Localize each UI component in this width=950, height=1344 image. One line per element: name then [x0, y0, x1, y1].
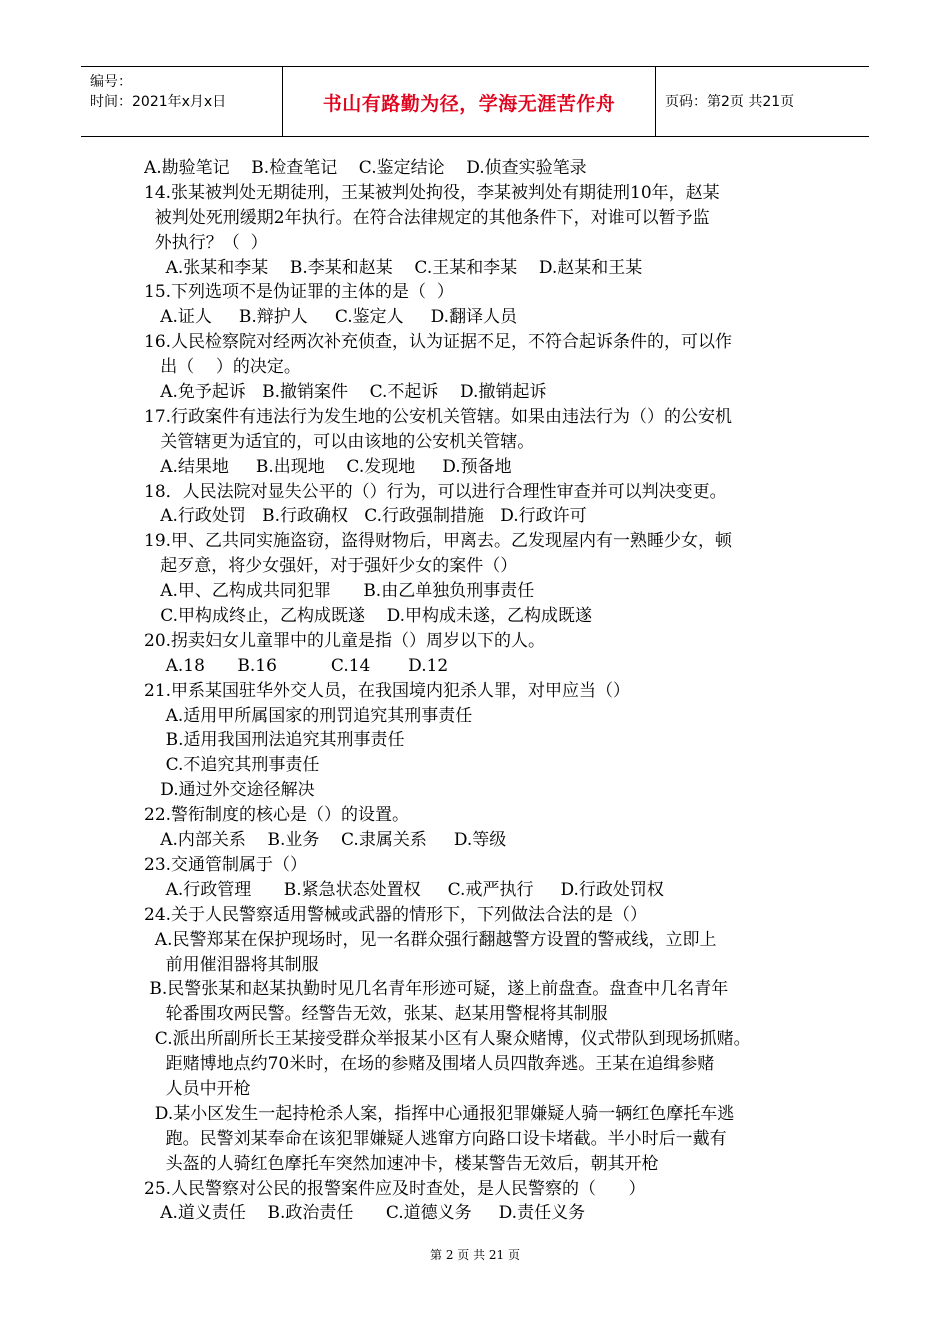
text-line: 出（ ）的决定。: [144, 357, 301, 378]
text-line: A.张某和李某 B.李某和赵某 C.王某和李某 D.赵某和王某: [144, 257, 643, 278]
document-date: 时间：2021年x月x日: [90, 94, 227, 110]
text-line: 轮番围攻两民警。经警告无效，张某、赵某用警棍将其制服: [144, 1004, 608, 1025]
text-line: A.适用甲所属国家的刑罚追究其刑事责任: [144, 705, 473, 726]
text-line: A.行政管理 B.紧急状态处置权 C.戒严执行 D.行政处罚权: [144, 879, 664, 900]
text-line: C.不追究其刑事责任: [144, 755, 320, 776]
text-line: C.甲构成终止，乙构成既遂 D.甲构成未遂，乙构成既遂: [144, 606, 593, 627]
text-line: A.甲、乙构成共同犯罪 B.由乙单独负刑事责任: [144, 581, 535, 602]
page-header: [81, 66, 869, 137]
text-line: 17.行政案件有违法行为发生地的公安机关管辖。如果由违法行为（）的公安机: [144, 406, 733, 427]
text-line: 14.张某被判处无期徒刑，王某被判处拘役，李某被判处有期徒刑10年，赵某: [144, 182, 720, 203]
text-line: 距赌博地点约70米时，在场的参赌及围堵人员四散奔逃。王某在追缉参赌: [144, 1054, 715, 1075]
text-line: 19.甲、乙共同实施盗窃，盗得财物后，甲离去。乙发现屋内有一熟睡少女，顿: [144, 531, 733, 552]
text-line: B.民警张某和赵某执勤时见几名青年形迹可疑，遂上前盘查。盘查中几名青年: [144, 979, 729, 1000]
text-line: A.内部关系 B.业务 C.隶属关系 D.等级: [144, 830, 507, 851]
text-line: 头盔的人骑红色摩托车突然加速冲卡，楼某警告无效后，朝其开枪: [144, 1153, 659, 1174]
text-line: D.某小区发生一起持枪杀人案，指挥中心通报犯罪嫌疑人骑一辆红色摩托车逃: [144, 1103, 735, 1124]
text-line: A.民警郑某在保护现场时，见一名群众强行翻越警方设置的警戒线，立即上: [144, 929, 717, 950]
text-line: A.结果地 B.出现地 C.发现地 D.预备地: [144, 456, 512, 477]
text-line: 22.警衔制度的核心是（）的设置。: [144, 805, 410, 826]
text-line: 21.甲系某国驻华外交人员，在我国境内犯杀人罪，对甲应当（）: [144, 680, 631, 701]
text-line: 跑。民警刘某奉命在该犯罪嫌疑人逃窜方向路口设卡堵截。半小时后一戴有: [144, 1128, 727, 1149]
header-divider: [655, 67, 656, 136]
text-line: D.通过外交途径解决: [144, 780, 315, 801]
text-line: 外执行？（ ）: [144, 232, 268, 253]
text-line: C.派出所副所长王某接受群众举报某小区有人聚众赌博，仪式带队到现场抓赌。: [144, 1029, 751, 1050]
text-line: 被判处死刑缓期2年执行。在符合法律规定的其他条件下，对谁可以暂予监: [144, 207, 710, 228]
text-line: 15.下列选项不是伪证罪的主体的是（ ）: [144, 282, 454, 303]
text-line: A.行政处罚 B.行政确权 C.行政强制措施 D.行政许可: [144, 506, 587, 527]
page-footer: 第 2 页 共 21 页: [430, 1248, 520, 1262]
header-meta: [90, 72, 226, 112]
text-line: A.道义责任 B.政治责任 C.道德义务 D.责任义务: [144, 1203, 586, 1224]
question-body: [144, 156, 824, 1226]
text-line: 25.人民警察对公民的报警案件应及时查处，是人民警察的（ ）: [144, 1178, 646, 1199]
text-line: B.适用我国刑法追究其刑事责任: [144, 730, 405, 751]
document-number: 编号：: [90, 74, 132, 90]
header-page-number: 页码：第2页 共21页: [665, 94, 795, 110]
text-line: 23.交通管制属于（）: [144, 854, 308, 875]
text-line: 关管辖更为适宜的，可以由该地的公安机关管辖。: [144, 431, 535, 452]
text-line: A.证人 B.辩护人 C.鉴定人 D.翻译人员: [144, 307, 518, 328]
text-line: 人员中开枪: [144, 1078, 251, 1099]
text-line: 20.拐卖妇女儿童罪中的儿童是指（）周岁以下的人。: [144, 630, 546, 651]
text-line: 起歹意，将少女强奸，对于强奸少女的案件（）: [144, 556, 518, 577]
text-line: 16.人民检察院对经两次补充侦查，认为证据不足，不符合起诉条件的，可以作: [144, 332, 733, 353]
text-line: A.免予起诉 B.撤销案件 C.不起诉 D.撤销起诉: [144, 382, 547, 403]
text-line: 前用催泪器将其制服: [144, 954, 319, 975]
text-line: A.勘验笔记 B.检查笔记 C.鉴定结论 D.侦查实验笔录: [144, 158, 587, 178]
header-motto: 书山有路勤为径，学海无涯苦作舟: [322, 93, 616, 115]
text-line: A.18 B.16 C.14 D.12: [144, 655, 449, 676]
text-line: 18．人民法院对显失公平的（）行为，可以进行合理性审查并可以判决变更。: [144, 481, 727, 502]
text-line: 24.关于人民警察适用警械或武器的情形下，下列做法合法的是（）: [144, 904, 648, 925]
